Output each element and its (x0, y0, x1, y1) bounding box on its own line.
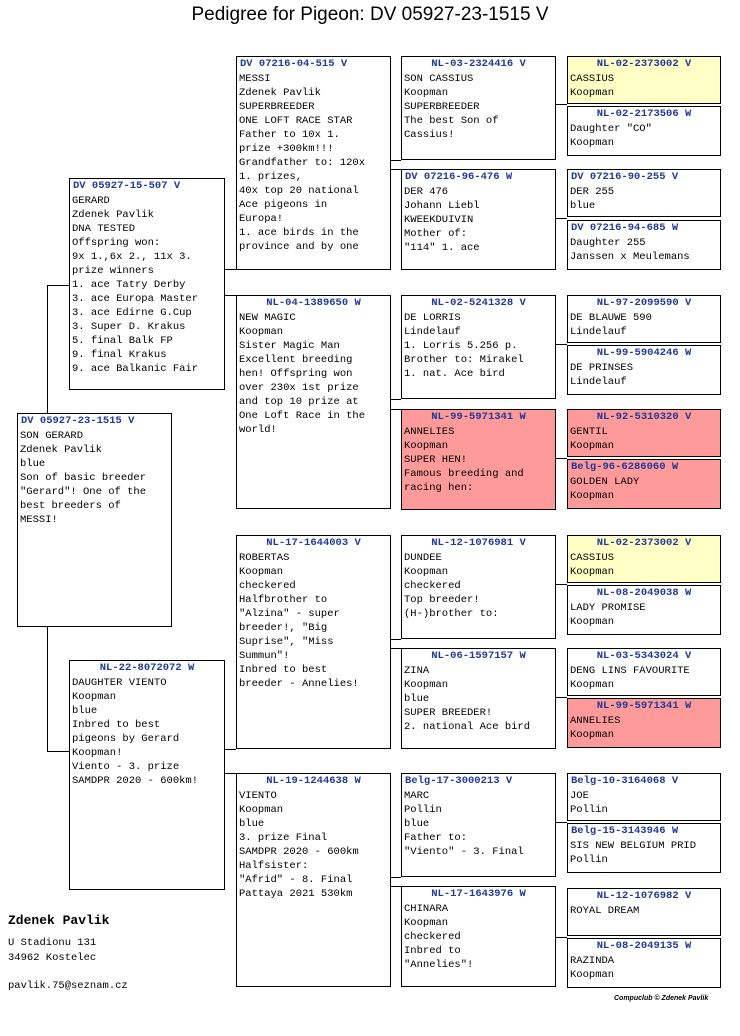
pigeon-card-mmm[interactable] (401, 886, 556, 987)
pigeon-info-line: checkered (404, 931, 461, 943)
pigeon-card-mother[interactable] (69, 660, 225, 890)
pigeon-name: JOE (570, 790, 589, 802)
pigeon-info-line: (H-)brother to: (404, 608, 499, 620)
ring-number: NL-02-2373002 V (596, 58, 692, 70)
pigeon-info-line: world! (239, 424, 277, 436)
pigeon-name: MESSI (239, 73, 271, 85)
ring-number: DV 05927-15-507 V (73, 180, 181, 192)
pigeon-info-line: Koopman (239, 326, 284, 338)
pigeon-info-line: KWEEKDUIVIN (404, 214, 474, 226)
pigeon-info-line: Halfbrother to (239, 594, 328, 606)
pigeon-info-line: 40x top 20 national (239, 185, 359, 197)
pigeon-info-line: best breeders of (20, 500, 121, 512)
owner-city: 34962 Kostelec (8, 952, 97, 964)
pigeon-name: RAZINDA (570, 955, 615, 967)
pigeon-info-line: Top breeder! (404, 594, 480, 606)
connector-line (47, 627, 48, 751)
pigeon-info-line: Johann Liebl (404, 200, 480, 212)
pigeon-info-line: Koopman (570, 616, 615, 628)
pigeon-card-g8[interactable] (567, 459, 721, 509)
pigeon-info-line: Sister Magic Man (239, 340, 340, 352)
pigeon-info-line: hen! Offspring won (239, 368, 353, 380)
pigeon-name: DE PRINSES (570, 362, 634, 374)
pigeon-name: GERARD (72, 195, 110, 207)
pigeon-info-line: The best Son of (404, 115, 499, 127)
pigeon-info-line: ONE LOFT RACE STAR (239, 115, 353, 127)
pigeon-card-g12[interactable] (567, 698, 721, 748)
connector-line (556, 822, 567, 823)
ring-number: Belg-96-6286060 W (571, 461, 679, 473)
pigeon-info-line: checkered (239, 580, 296, 592)
pigeon-info-line: Suprise", "Miss (239, 636, 334, 648)
connector-line (391, 409, 401, 410)
ring-number: DV 07216-96-476 W (405, 171, 513, 183)
pigeon-name: SIS NEW BELGIUM PRID (570, 840, 697, 852)
connector-line (47, 285, 48, 413)
pigeon-card-g13[interactable] (567, 773, 721, 821)
ring-number: NL-03-2324416 V (431, 58, 526, 70)
pigeon-name: DER 255 (570, 186, 615, 198)
pigeon-info-line: Koopman (404, 566, 449, 578)
pigeon-info-line: Koopman (239, 566, 284, 578)
connector-line (225, 269, 236, 270)
pigeon-info-line: SAMDPR 2020 - 600km (239, 846, 359, 858)
pigeon-info-line: racing hen: (404, 482, 474, 494)
pigeon-name: ROBERTAS (239, 552, 290, 564)
pigeon-info-line: Koopman (570, 490, 615, 502)
pigeon-card-g1[interactable] (567, 56, 721, 104)
pigeon-info-line: Koopman (570, 87, 615, 99)
pigeon-info-line: Koopman (72, 691, 117, 703)
pigeon-card-subject[interactable] (17, 413, 172, 627)
pigeon-name: CASSIUS (570, 73, 615, 85)
pigeon-card-g4[interactable] (567, 220, 721, 270)
pigeon-card-fff[interactable] (401, 56, 556, 160)
pigeon-info-line: Pollin (404, 804, 442, 816)
owner-address: U Stadionu 131 (8, 937, 97, 949)
pigeon-card-g16[interactable] (567, 938, 721, 988)
pigeon-info-line: 2. national Ace bird (404, 721, 531, 733)
pigeon-info-line: 3. Super D. Krakus (72, 321, 186, 333)
ring-number: NL-99-5971341 W (431, 411, 526, 423)
ring-number: Belg-15-3143946 W (571, 825, 679, 837)
pigeon-name: Daughter 255 (570, 237, 646, 249)
pigeon-info-line: DNA TESTED (72, 223, 136, 235)
pigeon-info-line: 3. ace Europa Master (72, 293, 199, 305)
ring-number: NL-12-1076981 V (431, 537, 526, 549)
pigeon-info-line: Lindelauf (570, 376, 627, 388)
pigeon-info-line: 3. prize Final (239, 832, 328, 844)
connector-line (556, 344, 567, 345)
pigeon-info-line: Koopman (570, 137, 615, 149)
pigeon-info-line: SUPERBREEDER (404, 101, 480, 113)
pigeon-info-line: Zdenek Pavlik (20, 444, 102, 456)
ring-number: NL-04-1389650 W (266, 297, 361, 309)
pigeon-info-line: Lindelauf (404, 326, 461, 338)
pigeon-info-line: Father to: (404, 832, 468, 844)
pigeon-info-line: breeder - Annelies! (239, 678, 359, 690)
pigeon-name: MARC (404, 790, 430, 802)
ring-number: Belg-17-3000213 V (405, 775, 513, 787)
connector-line (556, 458, 567, 459)
pigeon-info-line: Koopman! (72, 747, 123, 759)
pigeon-info-line: Inbred to best (239, 664, 328, 676)
pigeon-info-line: 1. nat. Ace bird (404, 368, 505, 380)
pigeon-name: DUNDEE (404, 552, 442, 564)
pigeon-name: ANNELIES (404, 426, 455, 438)
pigeon-card-g2[interactable] (567, 106, 721, 156)
pigeon-info-line: Koopman (570, 566, 615, 578)
pigeon-info-line: Offspring won: (72, 237, 161, 249)
pigeon-card-fmm[interactable] (401, 409, 556, 510)
pigeon-info-line: Zdenek Pavlik (239, 87, 321, 99)
pigeon-card-fmf[interactable] (401, 295, 556, 399)
ring-number: NL-06-1597157 W (431, 650, 526, 662)
pigeon-card-father-mother[interactable] (236, 295, 391, 509)
ring-number: NL-19-1244638 W (266, 775, 361, 787)
pigeon-info-line: blue (20, 458, 46, 470)
pigeon-info-line: Koopman (404, 917, 449, 929)
ring-number: DV 05927-23-1515 V (21, 415, 135, 427)
pigeon-info-line: SAMDPR 2020 - 600km! (72, 775, 199, 787)
connector-line (391, 877, 401, 878)
ring-number: NL-17-1644003 V (266, 537, 361, 549)
ring-number: DV 07216-90-255 V (571, 171, 679, 183)
pigeon-info-line: Inbred to best (72, 719, 161, 731)
pigeon-info-line: prize winners (72, 265, 154, 277)
pigeon-info-line: MESSI! (20, 514, 58, 526)
pigeon-info-line: checkered (404, 580, 461, 592)
pigeon-info-line: Inbred to (404, 945, 461, 957)
ring-number: NL-17-1643976 W (431, 888, 526, 900)
pigeon-info-line: Lindelauf (570, 326, 627, 338)
pigeon-card-g7[interactable] (567, 409, 721, 457)
connector-line (47, 285, 69, 286)
pigeon-name: LADY PROMISE (570, 602, 646, 614)
pigeon-name: DER 476 (404, 186, 449, 198)
pigeon-info-line: SUPER BREEDER! (404, 707, 493, 719)
pigeon-card-father[interactable] (69, 178, 225, 390)
connector-line (391, 160, 401, 161)
ring-number: Belg-10-3164068 V (571, 775, 679, 787)
pigeon-info-line: Famous breeding and (404, 468, 524, 480)
footer-credit: Compuclub © Zdenek Pavlik (614, 995, 709, 1002)
pigeon-card-mff[interactable] (401, 535, 556, 639)
pigeon-card-g3[interactable] (567, 169, 721, 217)
ring-number: DV 07216-94-685 W (571, 222, 679, 234)
connector-line (556, 584, 567, 585)
pigeon-info-line: One Loft Race in the (239, 410, 366, 422)
owner-email[interactable]: pavlik.75@seznam.cz (8, 980, 128, 992)
pigeon-info-line: Janssen x Meulemans (570, 251, 690, 263)
pigeon-info-line: Koopman (570, 729, 615, 741)
pigeon-info-line: Koopman (404, 87, 449, 99)
pigeon-name: SON GERARD (20, 430, 84, 442)
pigeon-name: ANNELIES (570, 715, 621, 727)
pigeon-name: DAUGHTER VIENTO (72, 677, 167, 689)
pigeon-info-line: Mother of: (404, 228, 468, 240)
pigeon-info-line: SUPERBREEDER (239, 101, 315, 113)
pigeon-info-line: Koopman (404, 440, 449, 452)
pigeon-name: NEW MAGIC (239, 312, 296, 324)
pigeon-info-line: over 230x 1st prize (239, 382, 359, 394)
pigeon-info-line: Koopman (570, 440, 615, 452)
pigeon-info-line: blue (404, 818, 430, 830)
ring-number: NL-92-5310320 V (596, 411, 692, 423)
pigeon-name: ROYAL DREAM (570, 905, 640, 917)
ring-number: NL-02-2173506 W (596, 108, 692, 120)
connector-line (556, 218, 567, 219)
ring-number: NL-02-2373002 V (596, 537, 692, 549)
pigeon-info-line: blue (72, 705, 98, 717)
pigeon-info-line: and top 10 prize at (239, 396, 359, 408)
pigeon-card-g9[interactable] (567, 535, 721, 583)
ring-number: NL-99-5904246 W (596, 347, 692, 359)
ring-number: NL-03-5343024 V (596, 650, 692, 662)
pigeon-info-line: Son of basic breeder (20, 472, 147, 484)
ring-number: DV 07216-04-515 V (240, 58, 348, 70)
pigeon-card-g14[interactable] (567, 823, 721, 873)
ring-number: NL-08-2049038 W (596, 587, 692, 599)
connector-line (556, 937, 567, 938)
ring-number: NL-22-8072072 W (99, 662, 195, 674)
ring-number: NL-02-5241328 V (431, 297, 526, 309)
pigeon-info-line: "Viento" - 3. Final (404, 846, 524, 858)
pigeon-card-mmf[interactable] (401, 773, 556, 877)
pigeon-name: DENG LINS FAVOURITE (570, 665, 690, 677)
pigeon-card-mother-mother[interactable] (236, 773, 391, 987)
pigeon-name: Daughter "CO" (570, 123, 652, 135)
pigeon-info-line: Koopman (239, 804, 284, 816)
pigeon-info-line: Excellent breeding (239, 354, 353, 366)
pigeon-info-line: 1. ace birds in the (239, 227, 359, 239)
pigeon-info-line: prize +300km!!! (239, 143, 334, 155)
ring-number: NL-99-5971341 W (596, 700, 692, 712)
pigeon-card-father-father[interactable] (236, 56, 391, 270)
pigeon-info-line: "114" 1. ace (404, 242, 480, 254)
pigeon-info-line: "Annelies"! (404, 959, 474, 971)
pigeon-info-line: 3. ace Edirne G.Cup (72, 307, 192, 319)
pigeon-info-line: Koopman (570, 969, 615, 981)
connector-line (556, 104, 567, 105)
pigeon-name: CHINARA (404, 903, 449, 915)
pigeon-info-line: Summun"! (239, 650, 290, 662)
pigeon-info-line: blue (404, 693, 430, 705)
pigeon-name: DE BLAUWE 590 (570, 312, 652, 324)
pigeon-info-line: Zdenek Pavlik (72, 209, 154, 221)
pigeon-info-line: SUPER HEN! (404, 454, 468, 466)
pigeon-info-line: blue (239, 818, 265, 830)
pigeon-name: CASSIUS (570, 552, 615, 564)
pigeon-card-g15[interactable] (567, 888, 721, 936)
ring-number: NL-97-2099590 V (596, 297, 692, 309)
pigeon-info-line: Europa! (239, 213, 284, 225)
pigeon-info-line: Koopman (570, 679, 615, 691)
pigeon-info-line: "Gerard"! One of the (20, 486, 147, 498)
pigeon-info-line: Halfsister: (239, 860, 309, 872)
pigeon-info-line: province and by one (239, 241, 359, 253)
pigeon-info-line: Father to 10x 1. (239, 129, 340, 141)
pigeon-info-line: 1. prizes, (239, 171, 303, 183)
connector-line (47, 751, 69, 752)
ring-number: NL-12-1076982 V (596, 890, 692, 902)
connector-line (556, 697, 567, 698)
pigeon-info-line: 5. final Balk FP (72, 335, 173, 347)
pigeon-card-ffm[interactable] (401, 169, 556, 270)
connector-line (225, 295, 236, 296)
pigeon-name: SON CASSIUS (404, 73, 474, 85)
connector-line (391, 886, 401, 887)
pigeon-info-line: Pollin (570, 854, 608, 866)
pigeon-name: ZINA (404, 665, 430, 677)
pigeon-info-line: Ace pigeons in (239, 199, 328, 211)
pigeon-name: DE LORRIS (404, 312, 461, 324)
pigeon-info-line: Koopman (404, 679, 449, 691)
connector-line (391, 648, 401, 649)
pigeon-info-line: 9x 1.,6x 2., 11x 3. (72, 251, 192, 263)
pigeon-info-line: Grandfather to: 120x (239, 157, 366, 169)
pigeon-info-line: 9. final Krakus (72, 349, 167, 361)
pigeon-info-line: Cassius! (404, 129, 455, 141)
pigeon-info-line: blue (570, 200, 596, 212)
pigeon-name: GOLDEN LADY (570, 476, 640, 488)
pigeon-info-line: "Afrid" - 8. Final (239, 874, 353, 886)
pigeon-info-line: Viento - 3. prize (72, 761, 180, 773)
pigeon-info-line: 1. ace Tatry Derby (72, 279, 186, 291)
pigeon-info-line: 1. Lorris 5.256 p. (404, 340, 518, 352)
connector-line (225, 749, 236, 750)
pigeon-card-mother-father[interactable] (236, 535, 391, 749)
pigeon-info-line: Brother to: Mirakel (404, 354, 524, 366)
pigeon-info-line: Pattaya 2021 530km (239, 888, 353, 900)
connector-line (225, 773, 236, 774)
pigeon-info-line: "Alzina" - super (239, 608, 340, 620)
pigeon-name: GENTIL (570, 426, 608, 438)
pigeon-info-line: pigeons by Gerard (72, 733, 180, 745)
connector-line (391, 639, 401, 640)
owner-name: Zdenek Pavlik (8, 913, 110, 928)
pigeon-card-g6[interactable] (567, 345, 721, 395)
connector-line (391, 399, 401, 400)
connector-line (391, 169, 401, 170)
pigeon-card-mfm[interactable] (401, 648, 556, 749)
pigeon-info-line: Pollin (570, 804, 608, 816)
page-title: Pedigree for Pigeon: DV 05927-23-1515 V (191, 4, 549, 25)
pigeon-card-g11[interactable] (567, 648, 721, 696)
pigeon-info-line: 9. ace Balkanic Fair (72, 363, 199, 375)
pigeon-name: VIENTO (239, 790, 277, 802)
ring-number: NL-08-2049135 W (596, 940, 692, 952)
pigeon-card-g10[interactable] (567, 585, 721, 635)
pigeon-card-g5[interactable] (567, 295, 721, 343)
pigeon-info-line: breeder!, "Big (239, 622, 328, 634)
